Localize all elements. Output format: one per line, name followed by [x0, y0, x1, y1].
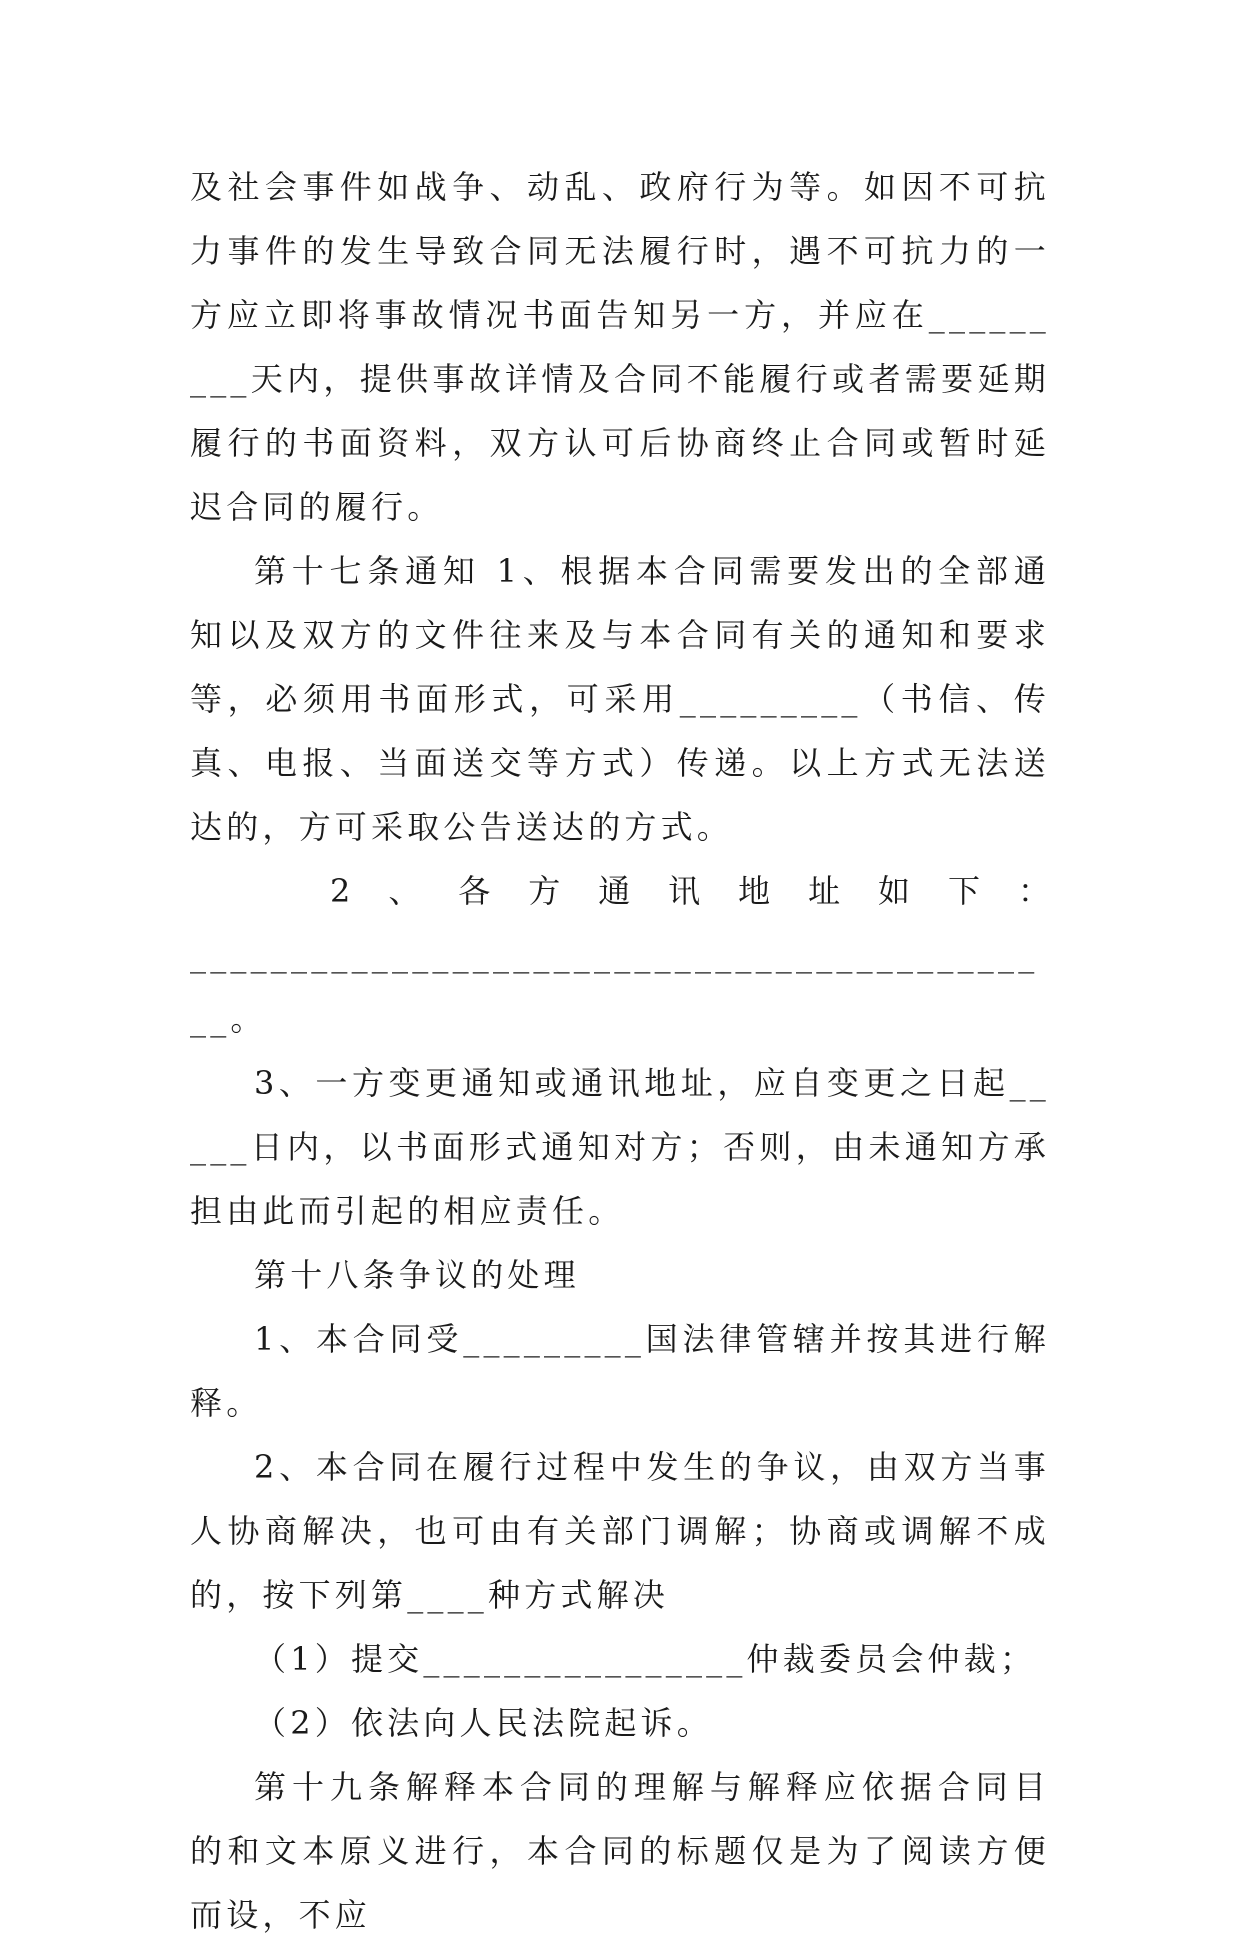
- heading-article-18: 第十八条争议的处理: [254, 1256, 580, 1294]
- paragraph-governing-law: 1、本合同受_________国法律管辖并按其进行解释。: [190, 1320, 1050, 1422]
- paragraph-addresses-heading: 2、各方通讯地址如下：: [330, 872, 1050, 910]
- paragraph-force-majeure: 及社会事件如战争、动乱、政府行为等。如因不可抗力事件的发生导致合同无法履行时，遇不可抗力的一方应立即将事故情况书面告知另一方，并应在_________天内，提供事故详情及合同不能履行或者需要延期履行的书面资料，双方认可后协商终止合同或暂时延迟合同的履行。: [190, 168, 1050, 526]
- paragraph-address-change: 3、一方变更通知或通讯地址，应自变更之日起_____日内，以书面形式通知对方；否则，由未通知方承担由此而引起的相应责任。: [190, 1064, 1050, 1230]
- document-body: [190, 155, 1050, 1947]
- paragraph-article-17-notice: 第十七条通知 1、根据本合同需要发出的全部通知以及双方的文件往来及与本合同有关的通知和要求等，必须用书面形式，可采用_________（书信、传真、电报、当面送交等方式）传递。以上方式无法送达的，方可采取公告送达的方式。: [190, 552, 1050, 846]
- paragraph-option-court: （2）依法向人民法院起诉。: [254, 1704, 713, 1742]
- paragraph-option-arbitration: （1）提交________________仲裁委员会仲裁；: [254, 1640, 1037, 1678]
- paragraph-addresses-blank: ____________________________________________。: [190, 936, 1039, 1038]
- paragraph-dispute-resolution: 2、本合同在履行过程中发生的争议，由双方当事人协商解决，也可由有关部门调解；协商或调解不成的，按下列第____种方式解决: [190, 1448, 1050, 1614]
- paragraph-article-19-interpretation: 第十九条解释本合同的理解与解释应依据合同目的和文本原义进行，本合同的标题仅是为了阅读方便而设，不应: [190, 1768, 1050, 1934]
